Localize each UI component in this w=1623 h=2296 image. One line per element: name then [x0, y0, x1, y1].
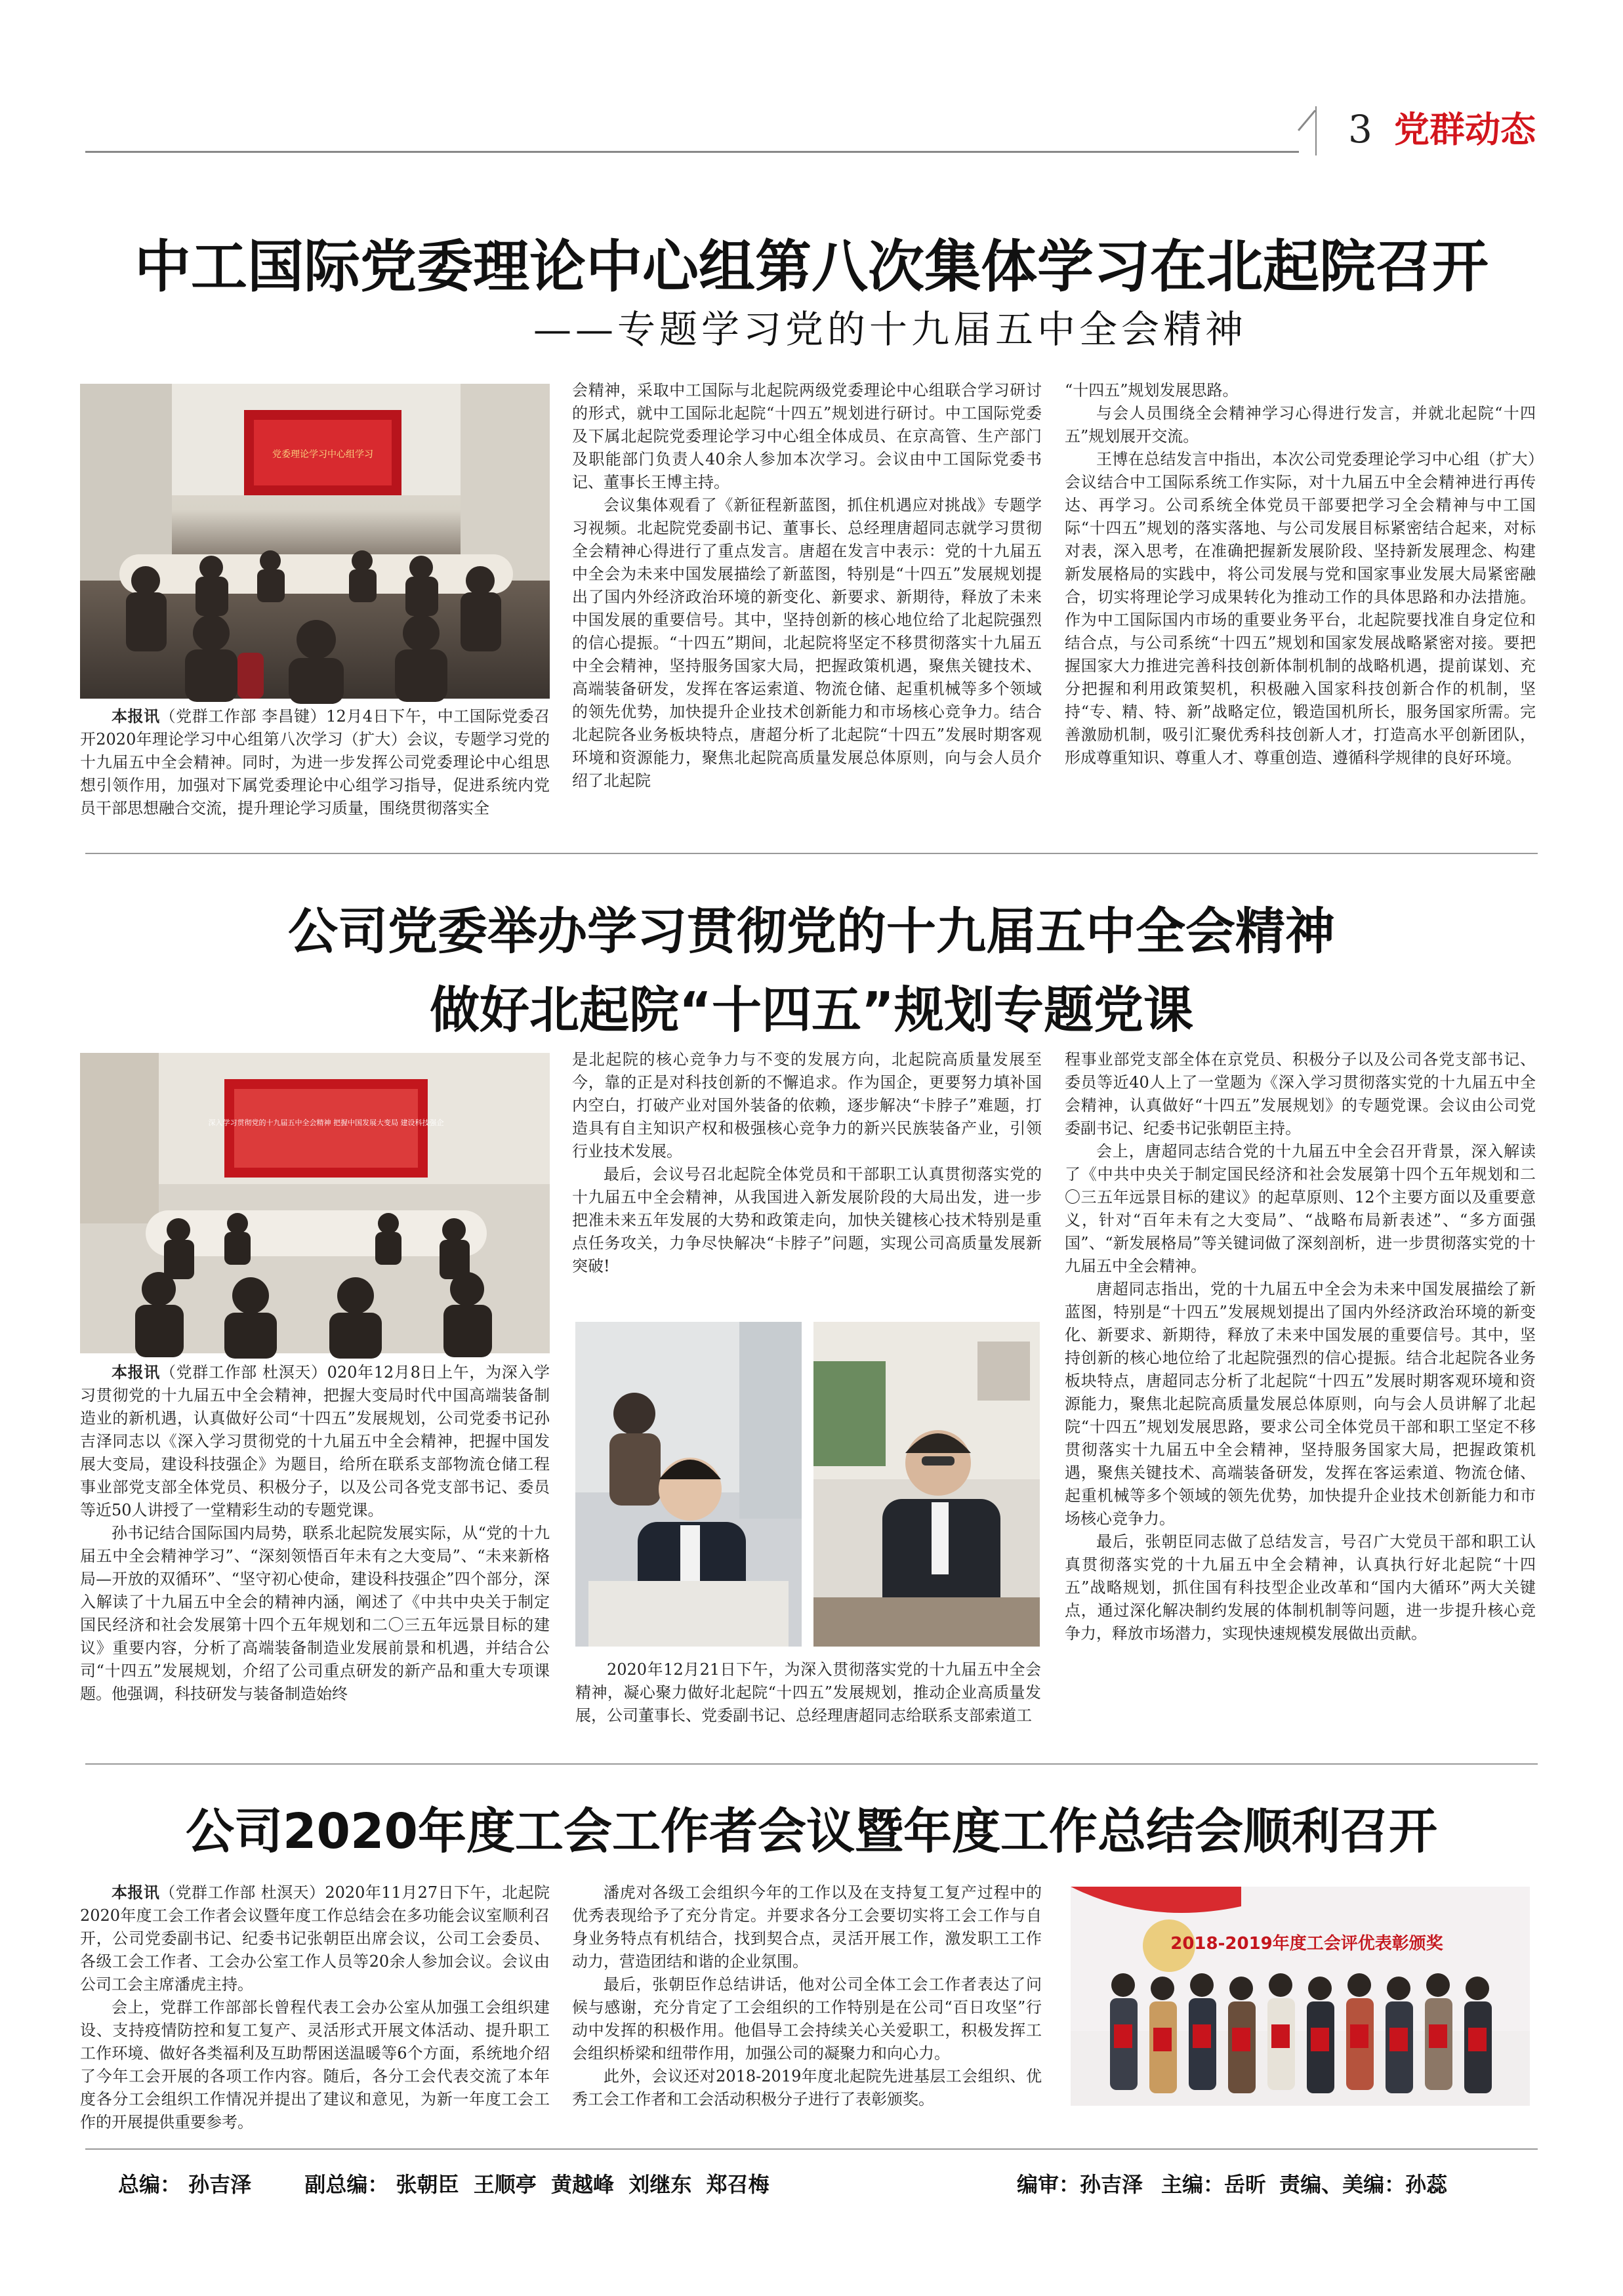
chief-editor-label: 总编：	[118, 2172, 182, 2197]
article3-byline-lead: 本报讯	[112, 1883, 160, 1902]
article1-col3-para3: 王博在总结发言中指出，本次公司党委理论学习中心组（扩大）会议结合中工国际系统工作实际，对十九届五中全会精神进行再传达、再学习。公司系统全体党员干部要把学习全会精神与中工国际“十四五”规划的落实落地、与公司发展目标紧密结合起来，对标对表，深入思考，在准确把握新发展阶段、坚持新发展理念、构建新发展格局的实践中，将公司发展与党和国家事业发展大局紧密融合，切实将理论学习成果转化为推动工作的具体思路和办法措施。作为中工国际国内市场的重要业务平台，北起院要找准自身定位和结合点，与公司系统“十四五”规划和国家发展战略紧密对接。要把握国家大力推进完善科技创新体制机制的战略机遇，提前谋划、充分把握和利用政策契机，积极融入国家科技创新合作的机制，坚持“专、精、特、新”战略定位，锻造国机所长，服务国家所需。完善激励机制，吸引汇聚优秀科技创新人才，打造高水平创新团队，形成尊重知识、尊重人才、尊重创造、遵循科学规律的良好环境。	[1065, 450, 1536, 767]
article2-title-line2: 做好北起院“十四五”规划专题党课	[430, 981, 1193, 1039]
article3-column1	[80, 1881, 550, 2131]
speaker-photo-2	[813, 1322, 1040, 1647]
article3-col2-para1: 潘虎对各级工会组织今年的工作以及在支持复工复产过程中的优秀表现给予了充分肯定。并要求各分工会要切实将工会工作与自身业务特点有机结合，找到契合点，灵活开展工作，激发职工工作动力，营造团结和谐的企业氛围。	[572, 1883, 1042, 1971]
article2-col2-para1: 是北起院的核心竞争力与不变的发展方向，北起院高质量发展至今，靠的正是对科技创新的不懈追求。作为国企，更要努力填补国内空白，打破产业对国外装备的依赖，逐步解决“卡脖子”难题，打造具有自主知识产权和极强核心竞争力的新兴民族装备产业，引领行业技术发展。	[572, 1050, 1042, 1160]
section-title: 党群动态	[1394, 109, 1536, 150]
article3-para1	[80, 1881, 550, 1996]
review-label: 编审：	[1017, 2172, 1080, 2197]
article1-column2	[572, 379, 1042, 820]
article2-photo-speaker1	[575, 1322, 802, 1647]
article2-byline-lead: 本报讯	[112, 1363, 160, 1382]
article2-col3-para1: 程事业部党支部全体在京党员、积极分子以及公司各党支部书记、委员等近40人上了一堂题为《深入学习贯彻落实党的十九届五中全会精神，认真做好“十四五”发展规划》的专题党课。会议由公司党委副书记、纪委书记张朝臣主持。	[1065, 1050, 1536, 1138]
article2-col3-para4: 最后，张朝臣同志做了总结发言，号召广大党员干部和职工认真贯彻落实党的十九届五中全会精神，认真执行好北起院“十四五”战略规划，抓住国有科技型企业改革和“国内大循环”两大关键点，通过深化解决制约发展的体制机制等问题，进一步提升核心竞争力，释放市场潜力，实现快速规模发展做出贡献。	[1065, 1532, 1536, 1643]
header-rule-top	[1315, 106, 1317, 155]
chief-editor: 孙吉泽	[188, 2172, 252, 2197]
article1-photo	[80, 384, 550, 699]
article2-col3-para2: 会上，唐超同志结合党的十九届五中全会召开背景，深入解读了《中共中央关于制定国民经济和社会发展第十四个五年规划和二〇三五年远景目标的建议》的起草原则、12个主要方面以及重要意义，针对“百年未有之大变局”、“战略布局新表述”、“多方面强国”、“新发展格局”等关键词做了深刻剖析，进一步贯彻落实党的十九届五中全会精神。	[1065, 1142, 1536, 1275]
article1-subtitle: ——专题学习党的十九届五中全会精神	[533, 307, 1247, 352]
article1-byline: （党群工作部 李昌键）12月4日下午，中工国际党委召开2020年理论学习中心组第八次学习（扩大）会议，专题学习党的十九届五中全会精神。同时，为进一步发挥公司党委理论中心组思想引领作用，加强对下属党委理论中心组学习指导，促进系统内党员干部思想融合交流，提升理论学习质量，围绕贯彻落实全	[80, 707, 550, 817]
footer-masthead	[118, 2168, 1529, 2207]
article1-column3	[1065, 379, 1536, 820]
art-editor: 孙蕊	[1405, 2172, 1448, 2197]
article2-column2	[572, 1048, 1042, 1307]
article1-byline-lead: 本报讯	[112, 707, 160, 726]
award-banner-text: 2018-2019年度工会评优表彰颁奖	[1170, 1934, 1443, 1954]
article2-byline: （党群工作部 杜溟天）020年12月8日上午，为深入学习贯彻党的十九届五中全会精神，把握大变局时代中国高端装备制造业的新机遇，认真做好公司“十四五”发展规划，公司党委书记孙吉泽同志以《深入学习贯彻党的十九届五中全会精神，把握中国发展大变局，建设科技强企》为题目，给所在联系支部物流仓储工程事业部党支部全体党员、积极分子，以及公司各党支部书记、委员等近50人讲授了一堂精彩生动的专题党课。	[80, 1363, 550, 1519]
art-editor-label: 责编、美编：	[1279, 2172, 1406, 2197]
header-rule-slant	[1298, 110, 1316, 131]
speaker-photo	[575, 1322, 802, 1647]
article3-col2-para3: 此外，会议还对2018-2019年度北起院先进基层工会组织、优秀工会工作者和工会活动积极分子进行了表彰颁奖。	[572, 2067, 1042, 2108]
article2-para2: 孙书记结合国际国内局势，联系北起院发展实际，从“党的十九届五中全会精神学习”、“深刻领悟百年未有之大变局”、“未来新格局—开放的双循环”、“坚守初心使命，建设科技强企”四个部分，深入解读了十九届五中全会的精神内涵，阐述了《中共中央关于制定国民经济和社会发展第十四个五年规划和二〇三五年远景目标的建议》重要内容，分析了高端装备制造业发展前景和机遇，并结合公司“十四五”发展规划，介绍了公司重点研发的新产品和重大专项课题。他强调，科技研发与装备制造始终	[80, 1524, 550, 1703]
article3-byline: （党群工作部 杜溟天）2020年11月27日下午，北起院2020年度工会工作者会议暨年度工作总结会在多功能会议室顺利召开，公司党委副书记、纪委书记张朝臣出席会议，公司工会委员、各级工会工作者、工会办公室工作人员等20余人参加会议。会议由公司工会主席潘虎主持。	[80, 1883, 550, 1994]
article1-col2-para2: 会议集体观看了《新征程新蓝图，抓住机遇应对挑战》专题学习视频。北起院党委副书记、董事长、总经理唐超同志就学习贯彻全会精神心得进行了重点发言。唐超在发言中表示：党的十九届五中全会为未来中国发展描绘了新蓝图，特别是“十四五”发展规划提出了国内外经济政治环境的新变化、新要求、新期待，释放了未来中国发展的重要信号。其中，坚持创新的核心地位给了北起院强烈的信心提振。“十四五”期间，北起院将坚定不移贯彻落实十九届五中全会精神，坚持服务国家大局，把握政策机遇，聚焦关键技术、高端装备研发，发挥在客运索道、物流仓储、起重机械等多个领域的领先优势，加快提升企业技术创新能力和市场核心竞争力。结合北起院各业务板块特点，唐超分析了北起院“十四五”发展时期客观环境和资源能力，聚焦北起院高质量发展总体原则，向与会人员介绍了北起院	[572, 496, 1042, 790]
article2-photo	[80, 1053, 550, 1353]
article3-column2	[572, 1881, 1042, 2114]
award-group-photo	[1071, 1887, 1530, 2106]
divider-1	[85, 853, 1538, 854]
review-editor: 孙吉泽	[1080, 2172, 1143, 2197]
lead-editor-label: 主编：	[1161, 2172, 1225, 2197]
divider-3	[85, 2148, 1538, 2150]
article1-col2-para1: 会精神，采取中工国际与北起院两级党委理论中心组联合学习研讨的形式，就中工国际北起院“十四五”规划进行研讨。中工国际党委及下属北起院党委理论学习中心组全体成员、在京高管、生产部门及职能部门负责人40余人参加本次学习。会议由中工国际党委书记、董事长王博主持。	[572, 381, 1042, 491]
article2-para1	[80, 1361, 550, 1522]
article1-col3-para2: 与会人员围绕全会精神学习心得进行发言，并就北起院“十四五”规划展开交流。	[1065, 404, 1536, 445]
deputy-editor-label: 副总编：	[304, 2172, 389, 2197]
article2-col3-para3: 唐超同志指出，党的十九届五中全会为未来中国发展描绘了新蓝图，特别是“十四五”发展规划提出了国内外经济政治环境的新变化、新要求、新期待，释放了未来中国发展的重要信号。其中，坚持创新的核心地位给了北起院强烈的信心提振。结合北起院各业务板块特点，唐超同志分析了北起院“十四五”发展时期客观环境和资源能力，聚焦北起院高质量发展总体原则，向与会人员讲解了北起院“十四五”规划发展思路，要求公司全体党员干部和职工坚定不移贯彻落实十九届五中全会精神，坚持服务国家大局，把握政策机遇，聚焦关键技术、高端装备研发，发挥在客运索道、物流仓储、起重机械等多个领域的领先优势，加快提升企业技术创新能力和市场核心竞争力。	[1065, 1280, 1536, 1528]
article3-title: 公司2020年度工会工作者会议暨年度工作总结会顺利召开	[186, 1803, 1437, 1860]
article2-lead	[80, 1361, 550, 1729]
page-number: 3	[1348, 107, 1372, 152]
article2-photo-caption: 2020年12月21日下午，为深入贯彻落实党的十九届五中全会精神，凝心聚力做好北起院“十四五”发展规划，推动企业高质量发展，公司董事长、党委副书记、总经理唐超同志给联系支部索道工	[575, 1660, 1041, 1725]
divider-2	[85, 1763, 1538, 1765]
article2-title-line1: 公司党委举办学习贯彻党的十九届五中全会精神	[288, 902, 1335, 960]
deputy-editors: 张朝臣 王顺亭 黄越峰 刘继东 郑召梅	[396, 2172, 770, 2197]
article1-col3-para1: “十四五”规划发展思路。	[1065, 381, 1239, 400]
article2-col2-para2: 最后，会议号召北起院全体党员和干部职工认真贯彻落实党的十九届五中全会精神，从我国进入新发展阶段的大局出发，进一步把准未来五年发展的大势和政策走向，加快关键核心技术特别是重点任务攻关，力争尽快解决“卡脖子”问题，实现公司高质量发展新突破!	[572, 1165, 1042, 1275]
article3-photo	[1071, 1887, 1530, 2106]
article1-lead	[80, 705, 550, 820]
header-rule	[85, 151, 1299, 153]
article2-photo-speaker2	[813, 1322, 1040, 1647]
slide-title-text: 深入学习贯彻党的十九届五中全会精神 把握中国发展大变局 建设科技强企	[208, 1118, 444, 1127]
meeting-room-scene	[80, 384, 550, 699]
screen-slide-text: 党委理论学习中心组学习	[272, 449, 373, 460]
footer-right-group	[1017, 2168, 1447, 2201]
lecture-room-scene	[80, 1053, 550, 1353]
article3-para2: 会上，党群工作部部长曾程代表工会办公室从加强工会组织建设、支持疫情防控和复工复产、灵活形式开展文体活动、提升职工工作环境、做好各类福利及互助帮困送温暖等6个方面，系统地介绍了今年工会开展的各项工作内容。随后，各分工会代表交流了本年度各分工会组织工作情况并提出了建议和意见，为新一年度工会工作的开展提供重要参考。	[80, 1998, 550, 2131]
article3-col2-para2: 最后，张朝臣作总结讲话，他对公司全体工会工作者表达了问候与感谢，充分肯定了工会组织的工作特别是在公司“百日攻坚”行动中发挥的积极作用。他倡导工会持续关心关爱职工，积极发挥工会组织桥梁和纽带作用，加强公司的凝聚力和向心力。	[572, 1975, 1042, 2062]
article1-title: 中工国际党委理论中心组第八次集体学习在北起院召开	[134, 234, 1489, 300]
lead-editor: 岳昕	[1224, 2172, 1267, 2197]
article2-column3	[1065, 1048, 1536, 1731]
